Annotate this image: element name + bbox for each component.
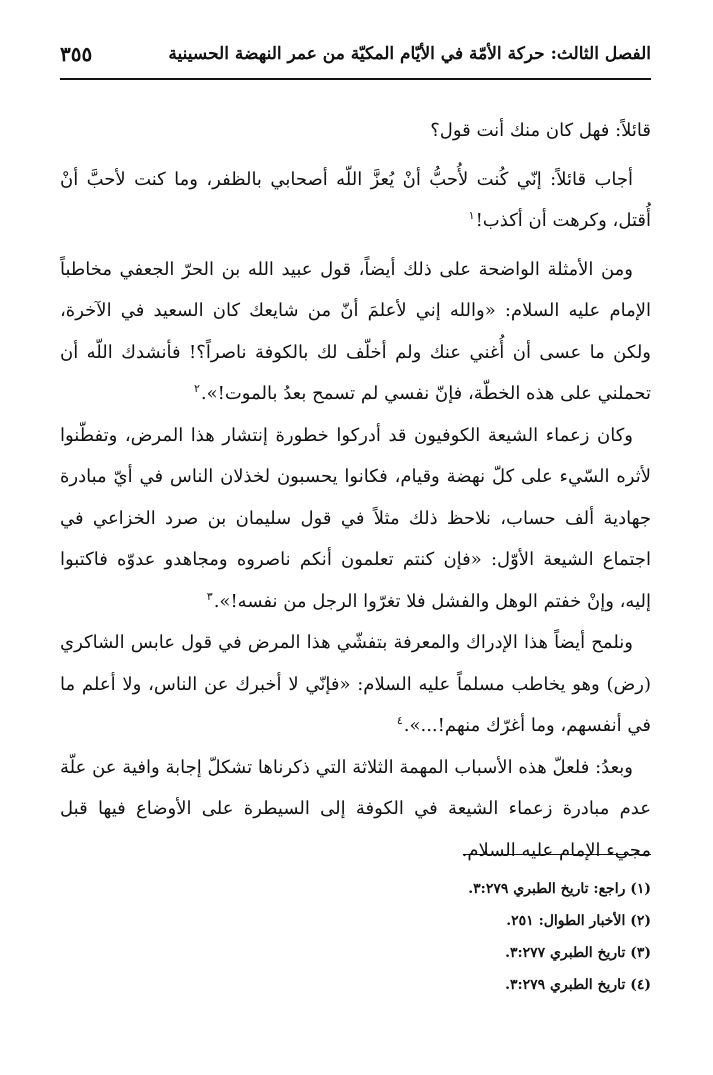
- footnote-ref[interactable]: ٤: [396, 714, 403, 727]
- running-head: الفصل الثالث: حركة الأمّة في الأيّام المكيّة من عمر النهضة الحسينية: [168, 44, 651, 64]
- paragraph: أجاب قائلاً: إنّي كُنت لأُحبُّ أنْ يُعزَّ اللّه أصحابي بالظفر، وما كنت لأحبَّ أنْ أُقتل، وكرهت أن أكذب!$^١$: [60, 168, 651, 231]
- paragraph: وكان زعماء الشيعة الكوفيون قد أدركوا خطورة إنتشار هذا المرض، وتفطّنوا لأثره السّيء على كلّ نهضة وقيام، فكانوا يحسبون لخذلان الناس في أيّ مبادرة جهادية ألف حساب، نلاحظ ذلك مثلاً في قول سليمان بن صرد الخزاعي في اجتماع الشيعة الأوّل: «فإن كنتم تعلمون أنكم ناصروه ومجاهدو عدوّه فاكتبوا إليه، وإنْ خفتم الوهل والفشل فلا تغرّوا الرجل من نفسه!».$^٣$: [60, 424, 651, 612]
- footnote-divider: [463, 854, 651, 855]
- body-text: [60, 110, 651, 871]
- paragraph: ومن الأمثلة الواضحة على ذلك أيضاً، قول عبيد الله بن الحرّ الجعفي مخاطباً الإمام عليه السلام: «والله إني لأعلمَ أنّ من شايعك كان السعيد في الآخرة، ولكن ما عسى أن أُغني عنك ولم أخلّف لك بالكوفة ناصراً؟! فأنشدك اللّه أن تحملني على هذه الخطّة، فإنّ نفسي لم تسمح بعدُ بالموت!».$^٢$: [60, 258, 651, 404]
- footnote-ref[interactable]: ٢: [193, 382, 200, 395]
- header-divider: [60, 78, 651, 80]
- footnote-ref[interactable]: ١: [468, 209, 475, 222]
- footnote-item: (٢) الأخبار الطوال: ٢٥١.: [506, 913, 651, 929]
- footnotes: [60, 873, 651, 1001]
- paragraph: ونلمح أيضاً هذا الإدراك والمعرفة بتفشّي هذا المرض في قول عابس الشاكري (رض) وهو يخاطب مسلماً عليه السلام: «فإنّي لا أخبرك عن الناس، ولا أعلم ما في أنفسهم، وما أغرّك منهم!...».$^٤$: [60, 632, 651, 736]
- footnote-ref[interactable]: ٣: [206, 589, 213, 603]
- page-number: ٣٥٥: [60, 42, 93, 66]
- footnote-item: (١) راجع: تاريخ الطبري ٣:٢٧٩.: [468, 881, 651, 897]
- footnote-item: (٣) تاريخ الطبري ٣:٢٧٧.: [505, 945, 651, 961]
- footnote-item: (٤) تاريخ الطبري ٣:٢٧٩.: [505, 977, 651, 993]
- page-header: [60, 34, 651, 74]
- paragraph: قائلاً: فهل كان منك أنت قول؟: [430, 120, 651, 141]
- paragraph: وبعدُ: فلعلّ هذه الأسباب المهمة الثلاثة التي ذكرناها تشكلّ إجابة وافية عن علّة عدم مبادرة زعماء الشيعة في الكوفة إلى السيطرة على الأوضاع فيها قبل مجيء الإمام عليه السلام.: [60, 756, 651, 861]
